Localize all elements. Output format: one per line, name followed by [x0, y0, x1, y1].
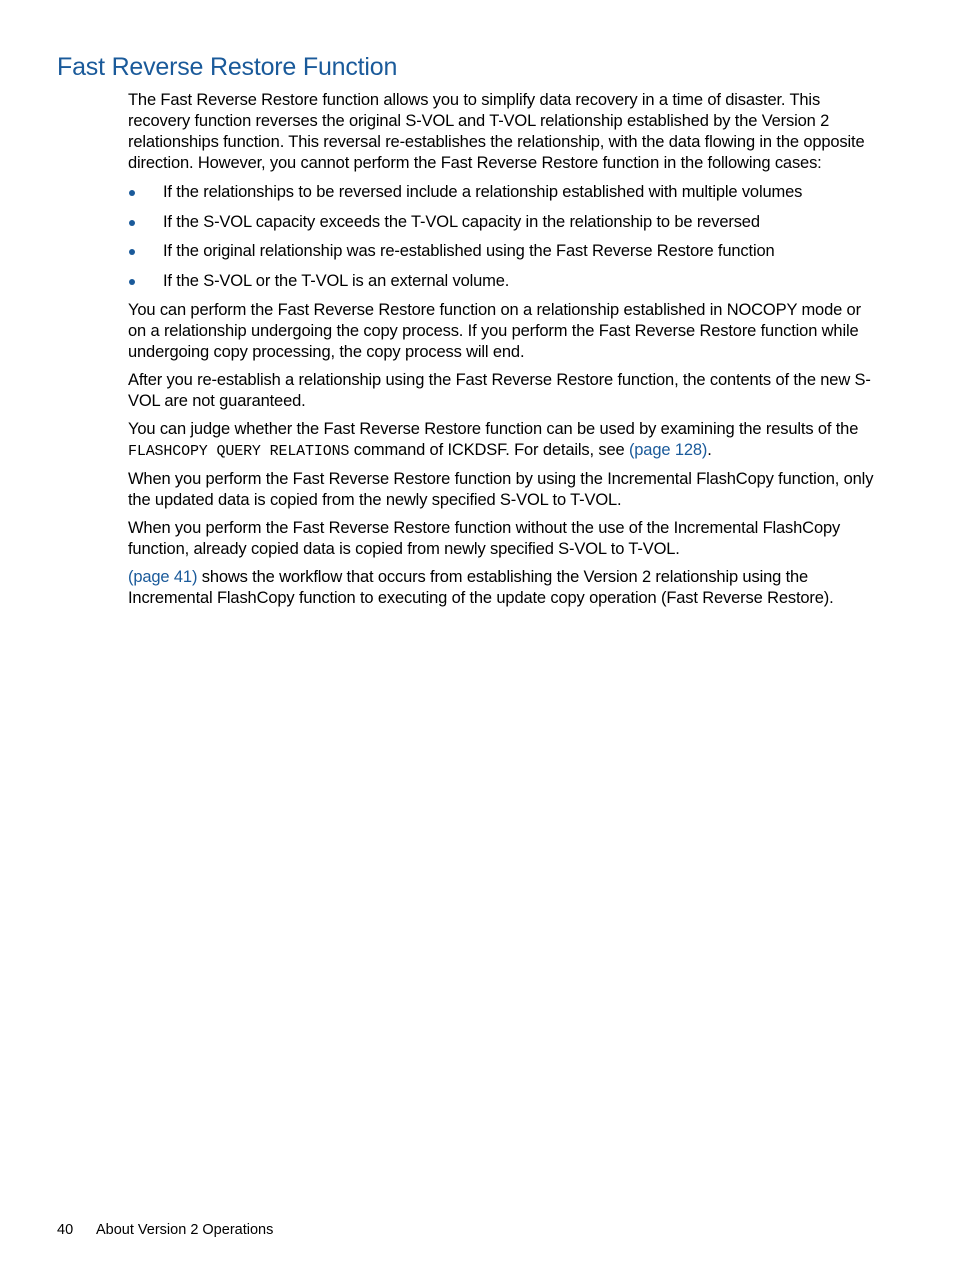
judge-text-before: You can judge whether the Fast Reverse Restore function can be used by examining the results of the: [128, 420, 859, 438]
body-text: [128, 90, 878, 616]
page-number: 40: [57, 1222, 74, 1238]
bullet-icon: [129, 249, 135, 255]
command-name: FLASHCOPY QUERY RELATIONS: [128, 443, 350, 460]
workflow-text: shows the workflow that occurs from establishing the Version 2 relationship using the Incremental FlashCopy function to executing of the update copy operation (Fast Reverse Restore).: [128, 568, 834, 607]
bullet-icon: [129, 220, 135, 226]
page-41-link[interactable]: (page 41): [128, 568, 198, 586]
list-item: [128, 182, 878, 203]
workflow-paragraph: [128, 567, 878, 609]
list-item: [128, 241, 878, 262]
intro-paragraph: The Fast Reverse Restore function allows you to simplify data recovery in a time of disaster. This recovery function reverses the original S-VOL and T-VOL relationship established by the Version 2 relationships function. This reversal re-establishes the relationship, with the data flowing in the opposite direction. However, you cannot perform the Fast Reverse Restore function in the following cases:: [128, 91, 865, 172]
judge-paragraph: [128, 419, 878, 462]
restriction-list: [128, 182, 878, 292]
without-incremental-paragraph: When you perform the Fast Reverse Restore function without the use of the Incremental FlashCopy function, already copied data is copied from newly specified S-VOL to T-VOL.: [128, 519, 841, 558]
page-128-link[interactable]: (page 128): [628, 441, 708, 459]
judge-text-middle: command of ICKDSF. For details, see: [349, 441, 629, 459]
bullet-icon: [129, 190, 135, 196]
chapter-title: About Version 2 Operations: [96, 1222, 274, 1238]
list-item-text: If the original relationship was re-established using the Fast Reverse Restore function: [163, 242, 775, 260]
list-item: [128, 271, 878, 292]
nocopy-paragraph: You can perform the Fast Reverse Restore function on a relationship established in NOCOPY mode or on a relationship undergoing the copy process. If you perform the Fast Reverse Restore function while undergoing copy processing, the copy process will end.: [128, 301, 861, 361]
reestablish-paragraph: After you re-establish a relationship using the Fast Reverse Restore function, the contents of the new S-VOL are not guaranteed.: [128, 371, 871, 410]
section-title: Fast Reverse Restore Function: [57, 53, 398, 81]
list-item: [128, 212, 878, 233]
bullet-icon: [129, 279, 135, 285]
incremental-paragraph: When you perform the Fast Reverse Restore function by using the Incremental FlashCopy function, only the updated data is copied from the newly specified S-VOL to T-VOL.: [128, 470, 874, 509]
list-item-text: If the S-VOL capacity exceeds the T-VOL capacity in the relationship to be reversed: [163, 212, 760, 231]
list-item-text: If the relationships to be reversed include a relationship established with multiple volumes: [163, 183, 803, 201]
judge-text-after: .: [707, 441, 712, 459]
list-item-text: If the S-VOL or the T-VOL is an external volume.: [163, 271, 510, 290]
page-footer: [57, 1222, 273, 1238]
